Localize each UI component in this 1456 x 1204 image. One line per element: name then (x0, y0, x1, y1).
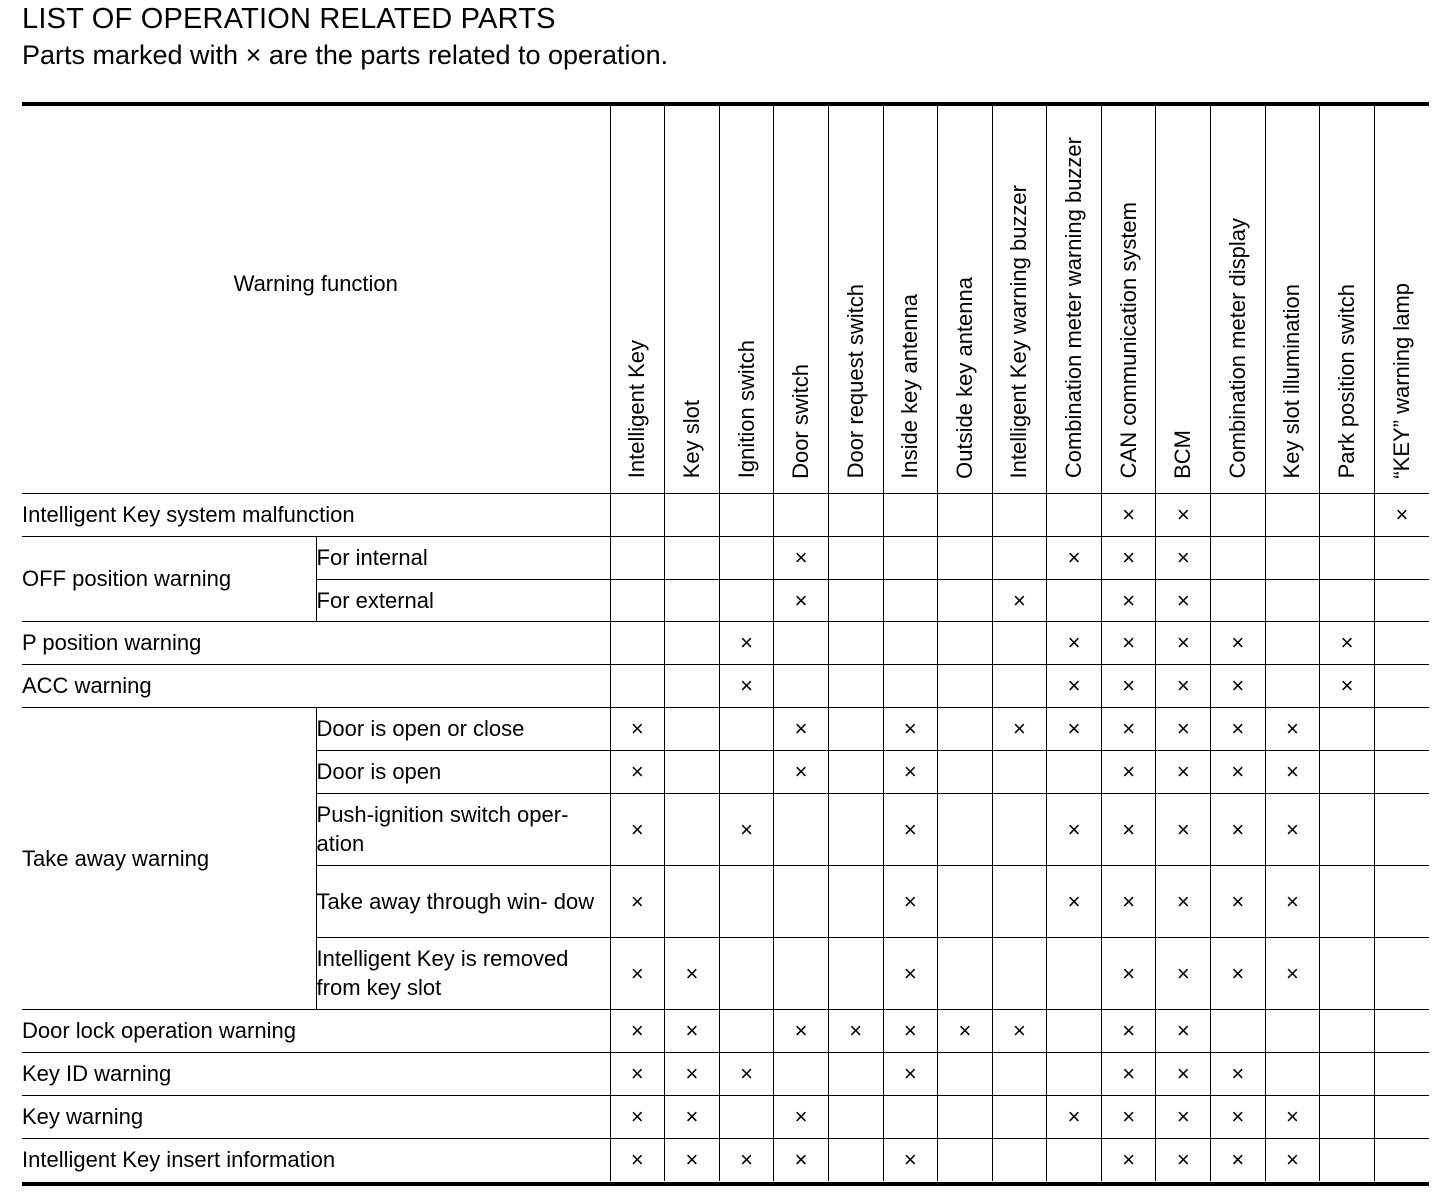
empty-cell (828, 750, 883, 793)
related-mark: × (1101, 536, 1156, 579)
table-row (22, 707, 1429, 750)
empty-cell (719, 1009, 774, 1052)
row-label: Intelligent Key system malfunction (22, 493, 610, 536)
related-mark: × (883, 865, 938, 937)
empty-cell (828, 707, 883, 750)
related-mark: × (774, 750, 829, 793)
part-header-label: Key slot (678, 400, 704, 479)
empty-cell (719, 750, 774, 793)
related-mark: × (883, 1009, 938, 1052)
related-mark: × (665, 1138, 720, 1181)
related-mark: × (1156, 865, 1211, 937)
empty-cell (774, 664, 829, 707)
empty-cell (883, 536, 938, 579)
related-mark: × (1156, 579, 1211, 621)
empty-cell (1047, 579, 1102, 621)
part-header (665, 106, 720, 493)
operation-parts-table (22, 106, 1429, 1181)
part-header-label: Inside key antenna (897, 293, 923, 479)
part-header-label: Ignition switch (733, 340, 759, 479)
empty-cell (828, 793, 883, 865)
related-mark: × (1156, 937, 1211, 1009)
empty-cell (1265, 1052, 1320, 1095)
related-mark: × (1156, 664, 1211, 707)
empty-cell (992, 536, 1047, 579)
empty-cell (1211, 536, 1266, 579)
empty-cell (774, 621, 829, 664)
empty-cell (828, 493, 883, 536)
row-label: Key ID warning (22, 1052, 610, 1095)
related-mark: × (719, 1138, 774, 1181)
related-mark: × (1211, 937, 1266, 1009)
related-mark: × (774, 1138, 829, 1181)
related-mark: × (1047, 1095, 1102, 1138)
related-mark: × (610, 1138, 665, 1181)
table-row (22, 621, 1429, 664)
empty-cell (938, 1138, 993, 1181)
related-mark: × (1211, 793, 1266, 865)
empty-cell (1047, 750, 1102, 793)
empty-cell (1320, 750, 1375, 793)
empty-cell (1374, 1052, 1429, 1095)
empty-cell (719, 1095, 774, 1138)
table-row (22, 1052, 1429, 1095)
related-mark: × (1101, 937, 1156, 1009)
row-group-label: OFF position warning (22, 536, 316, 621)
empty-cell (883, 664, 938, 707)
empty-cell (938, 664, 993, 707)
part-header (1265, 106, 1320, 493)
part-header-label: Outside key antenna (951, 276, 977, 479)
related-mark: × (1101, 621, 1156, 664)
empty-cell (1374, 1009, 1429, 1052)
related-mark: × (1211, 707, 1266, 750)
empty-cell (1047, 1138, 1102, 1181)
related-mark: × (719, 621, 774, 664)
empty-cell (938, 750, 993, 793)
row-sub-label: Door is open (316, 750, 610, 793)
related-mark: × (1101, 707, 1156, 750)
related-mark: × (1265, 937, 1320, 1009)
empty-cell (1320, 579, 1375, 621)
empty-cell (938, 579, 993, 621)
row-sub-label: Push-ignition switch oper- ation (316, 793, 610, 865)
related-mark: × (1047, 707, 1102, 750)
empty-cell (1374, 621, 1429, 664)
empty-cell (719, 937, 774, 1009)
related-mark: × (1320, 621, 1375, 664)
part-header (1101, 106, 1156, 493)
empty-cell (938, 621, 993, 664)
related-mark: × (1047, 664, 1102, 707)
related-mark: × (1211, 750, 1266, 793)
part-header-label: Intelligent Key warning buzzer (1006, 185, 1032, 479)
empty-cell (1047, 1009, 1102, 1052)
empty-cell (1047, 493, 1102, 536)
empty-cell (1320, 1009, 1375, 1052)
empty-cell (719, 865, 774, 937)
related-mark: × (1265, 707, 1320, 750)
related-mark: × (610, 865, 665, 937)
empty-cell (828, 1052, 883, 1095)
related-mark: × (1101, 1138, 1156, 1181)
empty-cell (992, 750, 1047, 793)
empty-cell (665, 536, 720, 579)
related-mark: × (883, 750, 938, 793)
related-mark: × (828, 1009, 883, 1052)
table-row (22, 493, 1429, 536)
related-mark: × (1374, 493, 1429, 536)
row-sub-label: Take away through win- dow (316, 865, 610, 937)
related-mark: × (1101, 1095, 1156, 1138)
related-mark: × (1101, 865, 1156, 937)
empty-cell (938, 793, 993, 865)
empty-cell (1374, 865, 1429, 937)
empty-cell (774, 493, 829, 536)
related-mark: × (719, 664, 774, 707)
empty-cell (774, 937, 829, 1009)
empty-cell (1211, 493, 1266, 536)
empty-cell (1047, 1052, 1102, 1095)
empty-cell (828, 1095, 883, 1138)
table-row (22, 1095, 1429, 1138)
table-row (22, 1009, 1429, 1052)
empty-cell (774, 865, 829, 937)
part-header (992, 106, 1047, 493)
empty-cell (610, 536, 665, 579)
empty-cell (665, 579, 720, 621)
part-header (938, 106, 993, 493)
row-sub-label: Door is open or close (316, 707, 610, 750)
related-mark: × (1101, 579, 1156, 621)
related-mark: × (1156, 1138, 1211, 1181)
empty-cell (828, 865, 883, 937)
part-header-label: Combination meter warning buzzer (1061, 137, 1087, 479)
page-subtitle: Parts marked with × are the parts related to operation. (22, 40, 669, 70)
bottom-rule (22, 1182, 1429, 1186)
empty-cell (1211, 579, 1266, 621)
part-header (1374, 106, 1429, 493)
empty-cell (883, 621, 938, 664)
empty-cell (992, 621, 1047, 664)
header-row (22, 106, 1429, 493)
related-mark: × (1156, 750, 1211, 793)
empty-cell (992, 937, 1047, 1009)
warning-function-header: Warning function (22, 106, 610, 493)
empty-cell (1320, 1138, 1375, 1181)
part-header-label: Door request switch (842, 284, 868, 479)
empty-cell (1374, 937, 1429, 1009)
row-label: Intelligent Key insert information (22, 1138, 610, 1181)
related-mark: × (1101, 793, 1156, 865)
part-header (1047, 106, 1102, 493)
related-mark: × (1156, 707, 1211, 750)
part-header-label: Intelligent Key (624, 340, 650, 479)
empty-cell (1320, 536, 1375, 579)
related-mark: × (883, 1138, 938, 1181)
empty-cell (938, 1095, 993, 1138)
related-mark: × (1047, 793, 1102, 865)
empty-cell (665, 493, 720, 536)
empty-cell (665, 664, 720, 707)
related-mark: × (1211, 664, 1266, 707)
related-mark: × (665, 1052, 720, 1095)
empty-cell (665, 793, 720, 865)
page-title: LIST OF OPERATION RELATED PARTS (22, 3, 556, 35)
empty-cell (828, 1138, 883, 1181)
empty-cell (1374, 707, 1429, 750)
empty-cell (1320, 793, 1375, 865)
empty-cell (992, 664, 1047, 707)
related-mark: × (883, 1052, 938, 1095)
related-mark: × (774, 536, 829, 579)
related-mark: × (1211, 1052, 1266, 1095)
empty-cell (774, 1052, 829, 1095)
empty-cell (883, 493, 938, 536)
row-label: Door lock operation warning (22, 1009, 610, 1052)
empty-cell (719, 579, 774, 621)
empty-cell (938, 1052, 993, 1095)
related-mark: × (1156, 1009, 1211, 1052)
related-mark: × (610, 1009, 665, 1052)
empty-cell (719, 493, 774, 536)
empty-cell (938, 536, 993, 579)
related-mark: × (1211, 1095, 1266, 1138)
related-mark: × (610, 793, 665, 865)
related-mark: × (610, 937, 665, 1009)
related-mark: × (1156, 621, 1211, 664)
related-mark: × (1156, 1052, 1211, 1095)
related-mark: × (665, 937, 720, 1009)
related-mark: × (883, 937, 938, 1009)
related-mark: × (1101, 1009, 1156, 1052)
part-header (1320, 106, 1375, 493)
empty-cell (1265, 1009, 1320, 1052)
row-label: Key warning (22, 1095, 610, 1138)
related-mark: × (610, 750, 665, 793)
empty-cell (992, 1095, 1047, 1138)
part-header-label: Park position switch (1334, 284, 1360, 479)
empty-cell (883, 1095, 938, 1138)
empty-cell (828, 664, 883, 707)
empty-cell (610, 493, 665, 536)
empty-cell (1374, 750, 1429, 793)
empty-cell (1374, 579, 1429, 621)
empty-cell (665, 707, 720, 750)
part-header (774, 106, 829, 493)
related-mark: × (1320, 664, 1375, 707)
related-mark: × (1156, 536, 1211, 579)
part-header-label: Key slot illumination (1279, 284, 1305, 479)
empty-cell (610, 664, 665, 707)
related-mark: × (610, 707, 665, 750)
empty-cell (992, 493, 1047, 536)
table-row (22, 1138, 1429, 1181)
part-header-label: BCM (1170, 429, 1196, 479)
related-mark: × (1156, 793, 1211, 865)
related-mark: × (774, 1009, 829, 1052)
related-mark: × (610, 1095, 665, 1138)
empty-cell (1320, 1095, 1375, 1138)
empty-cell (828, 579, 883, 621)
part-header (1211, 106, 1266, 493)
table-row (22, 536, 1429, 579)
related-mark: × (610, 1052, 665, 1095)
row-sub-label: For external (316, 579, 610, 621)
empty-cell (1265, 579, 1320, 621)
part-header (1156, 106, 1211, 493)
empty-cell (828, 937, 883, 1009)
empty-cell (1265, 621, 1320, 664)
related-mark: × (1265, 865, 1320, 937)
empty-cell (610, 579, 665, 621)
related-mark: × (719, 793, 774, 865)
related-mark: × (883, 707, 938, 750)
related-mark: × (774, 579, 829, 621)
empty-cell (719, 707, 774, 750)
related-mark: × (1156, 493, 1211, 536)
empty-cell (665, 621, 720, 664)
empty-cell (992, 1138, 1047, 1181)
empty-cell (610, 621, 665, 664)
empty-cell (1320, 493, 1375, 536)
row-label: ACC warning (22, 664, 610, 707)
row-sub-label: For internal (316, 536, 610, 579)
related-mark: × (665, 1095, 720, 1138)
related-mark: × (1211, 1138, 1266, 1181)
empty-cell (883, 579, 938, 621)
part-header-label: CAN communication system (1115, 202, 1141, 479)
related-mark: × (938, 1009, 993, 1052)
related-mark: × (992, 579, 1047, 621)
part-header-label: “KEY” warning lamp (1388, 282, 1414, 479)
empty-cell (1320, 865, 1375, 937)
related-mark: × (992, 1009, 1047, 1052)
related-mark: × (1265, 750, 1320, 793)
table-row (22, 664, 1429, 707)
empty-cell (665, 865, 720, 937)
empty-cell (1320, 937, 1375, 1009)
empty-cell (992, 793, 1047, 865)
related-mark: × (774, 1095, 829, 1138)
empty-cell (938, 937, 993, 1009)
related-mark: × (1211, 621, 1266, 664)
related-mark: × (1265, 1138, 1320, 1181)
related-mark: × (1156, 1095, 1211, 1138)
part-header (828, 106, 883, 493)
part-header (610, 106, 665, 493)
empty-cell (1047, 937, 1102, 1009)
related-mark: × (1101, 750, 1156, 793)
related-mark: × (1101, 493, 1156, 536)
related-mark: × (1101, 1052, 1156, 1095)
empty-cell (665, 750, 720, 793)
empty-cell (1320, 1052, 1375, 1095)
row-group-label: Take away warning (22, 707, 316, 1009)
empty-cell (1265, 493, 1320, 536)
part-header-label: Door switch (788, 363, 814, 479)
related-mark: × (1265, 1095, 1320, 1138)
related-mark: × (1047, 536, 1102, 579)
related-mark: × (1047, 621, 1102, 664)
part-header (883, 106, 938, 493)
empty-cell (1374, 1095, 1429, 1138)
empty-cell (1265, 664, 1320, 707)
empty-cell (1211, 1009, 1266, 1052)
empty-cell (774, 793, 829, 865)
row-label: P position warning (22, 621, 610, 664)
related-mark: × (1265, 793, 1320, 865)
empty-cell (719, 536, 774, 579)
related-mark: × (719, 1052, 774, 1095)
empty-cell (1374, 536, 1429, 579)
related-mark: × (1211, 865, 1266, 937)
empty-cell (938, 865, 993, 937)
empty-cell (938, 493, 993, 536)
empty-cell (938, 707, 993, 750)
empty-cell (828, 621, 883, 664)
related-mark: × (992, 707, 1047, 750)
empty-cell (1374, 1138, 1429, 1181)
part-header-label: Combination meter display (1224, 218, 1250, 479)
part-header (719, 106, 774, 493)
related-mark: × (883, 793, 938, 865)
empty-cell (1374, 664, 1429, 707)
row-sub-label: Intelligent Key is removed from key slot (316, 937, 610, 1009)
related-mark: × (665, 1009, 720, 1052)
empty-cell (992, 1052, 1047, 1095)
empty-cell (1265, 536, 1320, 579)
empty-cell (1320, 707, 1375, 750)
related-mark: × (774, 707, 829, 750)
related-mark: × (1101, 664, 1156, 707)
empty-cell (992, 865, 1047, 937)
empty-cell (828, 536, 883, 579)
related-mark: × (1047, 865, 1102, 937)
empty-cell (1374, 793, 1429, 865)
